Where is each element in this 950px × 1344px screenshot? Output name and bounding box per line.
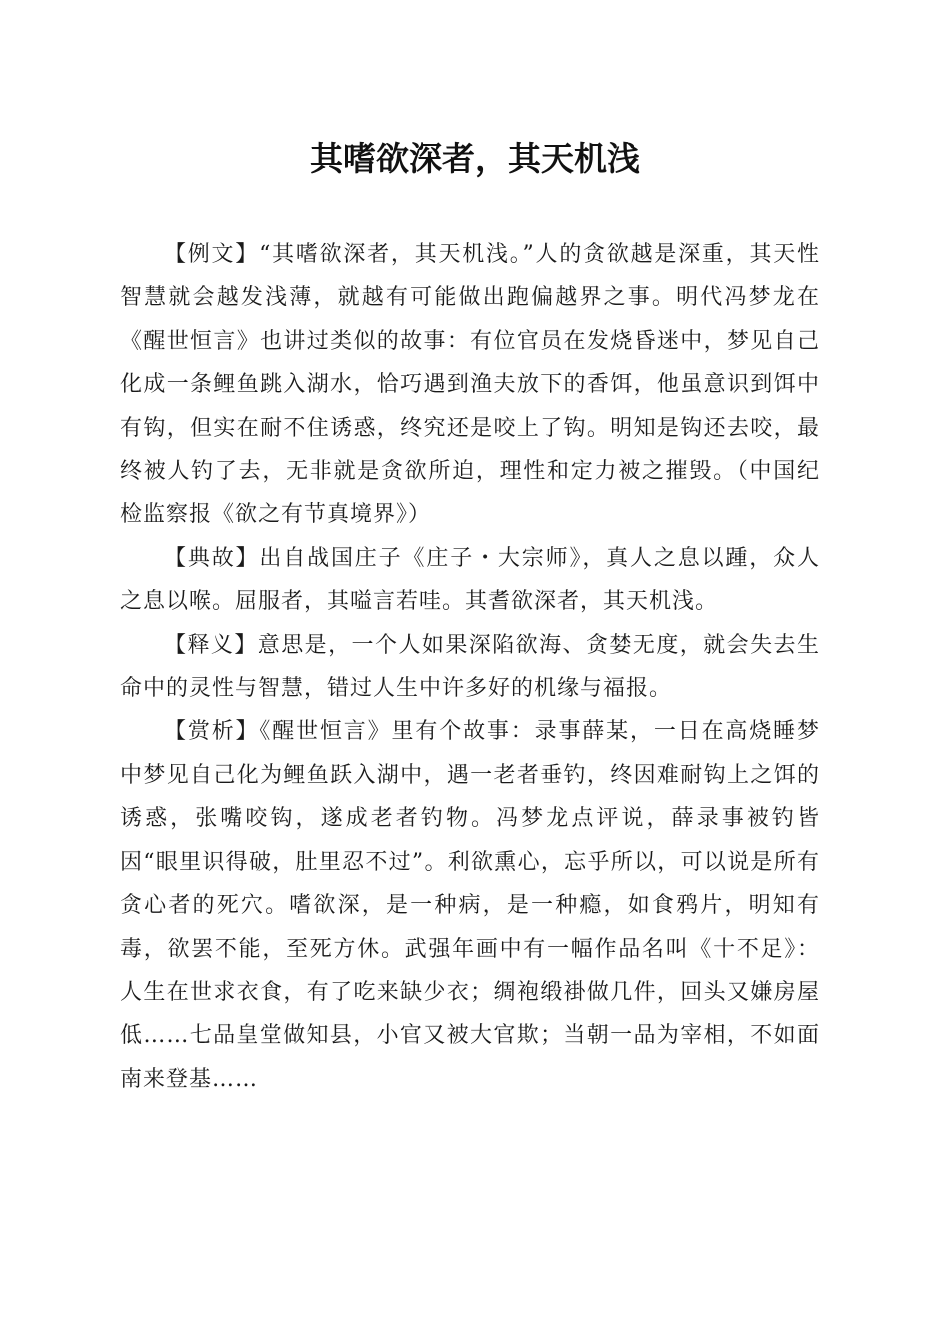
section-tag: 【典故】 bbox=[164, 545, 260, 571]
section-tag: 【赏析】 bbox=[164, 719, 260, 745]
section-allusion bbox=[120, 537, 820, 624]
section-text: 意思是，一个人如果深陷欲海、贪婪无度，就会失去生命中的灵性与智慧，错过人生中许多好的机缘与福报。 bbox=[120, 632, 820, 702]
section-text: “其嗜欲深者，其天机浅。”人的贪欲越是深重，其天性智慧就会越发浅薄，就越有可能做出跑偏越界之事。明代冯梦龙在《醒世恒言》也讲过类似的故事：有位官员在发烧昏迷中，梦见自己化成一条鲤鱼跳入湖水，恰巧遇到渔夫放下的香饵，他虽意识到饵中有钩，但实在耐不住诱惑，终究还是咬上了钩。明知是钩还去咬，最终被人钓了去，无非就是贪欲所迫，理性和定力被之摧毁。（中国纪检监察报《欲之有节真境界》） bbox=[120, 242, 820, 528]
section-tag: 【释义】 bbox=[164, 632, 258, 658]
section-appreciation bbox=[120, 710, 820, 1101]
section-example bbox=[120, 233, 820, 537]
section-tag: 【例文】 bbox=[164, 242, 260, 267]
page-title: 其嗜欲深者，其天机浅 bbox=[310, 139, 640, 178]
section-text: 《醒世恒言》里有个故事：录事薛某，一日在高烧睡梦中梦见自己化为鲤鱼跃入湖中，遇一老者垂钓，终因难耐钩上之饵的诱惑，张嘴咬钩，遂成老者钓物。冯梦龙点评说，薛录事被钓皆因“眼里识得破，肚里忍不过”。利欲熏心，忘乎所以，可以说是所有贪心者的死穴。嗜欲深，是一种病，是一种瘾，如食鸦片，明知有毒，欲罢不能，至死方休。武强年画中有一幅作品名叫《十不足》：人生在世求衣食，有了吃来缺少衣；绸袍缎褂做几件，回头又嫌房屋低……七品皇堂做知县，小官又被大官欺；当朝一品为宰相，不如面南来登基…… bbox=[120, 719, 820, 1092]
section-text: 出自战国庄子《庄子・大宗师》，真人之息以踵，众人之息以喉。屈服者，其嗌言若哇。其耆欲深者，其天机浅。 bbox=[120, 545, 820, 615]
document-body bbox=[120, 233, 820, 1101]
section-meaning bbox=[120, 624, 820, 711]
